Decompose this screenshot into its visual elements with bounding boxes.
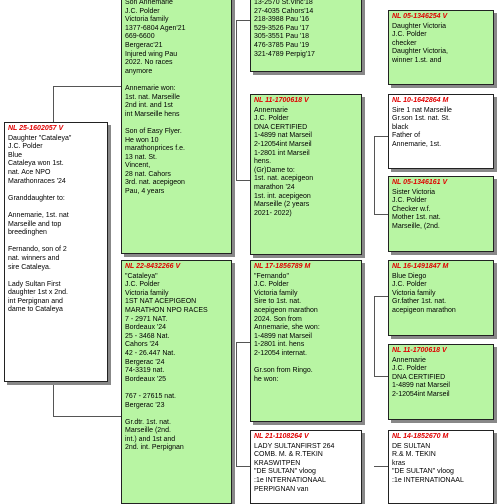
pedigree-card-gen4-1 [388,10,494,85]
ring-number: NL 11-1700618 V [392,347,447,354]
pedigree-line: :1e INTERNATIONAAL [392,476,464,484]
pedigree-line: "Cataleya" [125,272,158,280]
pedigree-line: 27-4035 Cahors'14 [254,7,314,15]
pedigree-line: DNA CERTIFIED [254,123,308,131]
pedigree-line: 25 - 3468 Nat. [125,332,170,340]
pedigree-line: 2021- 2022) [254,209,292,217]
pedigree-line: Son of Easy Flyer. [125,127,182,135]
pedigree-line: Victoria family [125,289,169,297]
connector-line [374,296,375,376]
pedigree-line: 2-12054int Marseil [392,390,450,398]
pedigree-line: 2-12054 internat. [254,349,307,357]
pedigree-line: int Perpignan and [8,297,63,305]
pedigree-line: 1-4899 nat Marseil [392,382,450,390]
pedigree-card-dam [121,260,232,504]
pedigree-line: "Fernando" [254,272,289,280]
pedigree-line: Daughter Victoria, [392,48,448,56]
pedigree-line: he won: [254,375,279,383]
pedigree-line: J.C. Polder [392,365,427,373]
pedigree-line: 767 - 27615 nat. [125,392,176,400]
pedigree-line: Gr.son from Ringo. [254,367,313,375]
pedigree-line: 2nd int. and 1st [125,102,173,110]
pedigree-line: J.C. Polder [392,31,427,39]
pedigree-card-gen4-3 [388,176,494,252]
pedigree-line [125,384,228,393]
pedigree-line: Daughter "Cataleya" [8,134,72,142]
pedigree-line: J.C. Polder [8,143,43,151]
connector-line [236,342,250,343]
pedigree-line: DNA CERTIFIED [392,373,446,381]
pedigree-line: Cahors '24 [125,341,159,349]
pedigree-line: J.C. Polder [125,7,160,15]
pedigree-line: Father of [392,132,421,140]
pedigree-line: Victoria family [392,289,436,297]
pedigree-card-sire [121,0,232,254]
pedigree-line: nat. Ace NPO [8,168,51,176]
pedigree-line: "DE SULTAN" vloog [254,468,316,476]
pedigree-line: 1377-6804 Agen'21 [125,24,186,32]
pedigree-line: 305-3551 Pau '18 [254,33,310,41]
pedigree-line [8,186,104,195]
pedigree-line: dame to Cataleya [8,306,63,314]
pedigree-line: Annemarie [254,106,288,114]
connector-line [236,466,250,467]
pedigree-card-gen3-3 [250,260,362,422]
pedigree-line: checker [392,39,417,47]
pedigree-card-gen4-2 [388,94,494,169]
connector-line [236,20,237,180]
pedigree-line: Bergerac '24 [125,358,165,366]
pedigree-line: 1st. nat. acepigeon [254,175,314,183]
pedigree-line: He won 10 [125,136,159,144]
ring-number: NL 21-1108264 V [254,433,309,440]
pedigree-line: :1e INTERNATIONAAL [254,476,326,484]
pedigree-line: Bordeaux '25 [125,375,167,383]
pedigree-line [125,410,228,419]
connector-line [53,416,121,417]
pedigree-line: 669-6600 [125,33,155,41]
pedigree-line: 1-2801 int Marseil [254,149,310,157]
pedigree-line: Injured wing Pau [125,50,178,58]
pedigree-line: 476-3785 Pau '19 [254,41,310,49]
pedigree-line [254,359,358,368]
pedigree-line: Marseille, (2nd. [392,222,440,230]
ring-number: NL 25-1602057 V [8,125,64,132]
pedigree-line: Son Annemarie [125,0,173,6]
pedigree-line: int Marseille hens [125,110,180,118]
pedigree-line: Sire to 1st. nat. [254,298,302,306]
pedigree-line: Annemarie [392,356,426,364]
pedigree-line: Annemarie won: [125,84,176,92]
pedigree-line: hens. [254,158,272,166]
connector-line [374,296,388,297]
connector-line [374,136,375,214]
pedigree-line: DE SULTAN [392,442,431,450]
pedigree-line: J.C. Polder [254,115,289,123]
pedigree-line: Annemarie, 1st. [392,140,442,148]
pedigree-line: Annemarie, she won: [254,324,320,332]
connector-line [236,20,250,21]
connector-line [53,86,121,87]
ring-number: NL 11-1700618 V [254,97,309,104]
pedigree-line: Gr.dtr. 1st. nat. [125,418,171,426]
pedigree-line: 2022. No races [125,59,173,67]
pedigree-line: Checker w.f. [392,205,431,213]
pedigree-line: Blue [8,151,23,159]
pedigree-line: 1st. nat. Marseille [125,93,180,101]
pedigree-line: marathon '24 [254,183,295,191]
connector-line [374,214,388,215]
pedigree-line: acepigeon marathon [392,306,456,314]
pedigree-line: 74-3319 nat. [125,367,165,375]
pedigree-line: J.C. Polder [254,281,289,289]
pedigree-line: 1-4899 nat Marseil [254,332,312,340]
pedigree-line: 218-3988 Pau '16 [254,16,310,24]
pedigree-line [8,272,104,281]
pedigree-line: 529-3526 Pau '17 [254,24,310,32]
pedigree-line [8,238,104,247]
pedigree-line: Fernando, son of 2 [8,246,67,254]
pedigree-line: Gr.son 1st. nat. St. [392,115,450,123]
pedigree-line: (Gr)Dame to: [254,166,295,174]
pedigree-card-gen3-2 [250,94,362,255]
pedigree-line: black [392,123,409,131]
pedigree-line: 28 nat. Cahors [125,170,171,178]
pedigree-line: Sister Victoria [392,188,436,196]
pedigree-line [125,119,228,128]
ring-number: NL 14-1852670 M [392,433,449,440]
pedigree-line: Gr.father 1st. nat. [392,298,447,306]
pedigree-line: J.C. Polder [392,197,427,205]
pedigree-line: Annemarie, 1st. nat [8,211,69,219]
pedigree-line: Bordeaux '24 [125,324,167,332]
pedigree-line: 13 nat. St. [125,153,157,161]
pedigree-line: 2-12054int Marseil [254,140,312,148]
pedigree-card-gen4-5 [388,344,494,420]
pedigree-line: Cataleya won 1st. [8,160,64,168]
pedigree-line: Marathonraces '24 [8,177,66,185]
pedigree-line: LADY SULTANFIRST 264 [254,442,335,450]
pedigree-line: Granddaughter to: [8,194,65,202]
pedigree-line: marathonprices f.e. [125,145,185,153]
pedigree-line: COMB. M. & R.TEKIN [254,451,323,459]
pedigree-line: 2nd. int. Perpignan [125,444,184,452]
pedigree-line: Bergerac'21 [125,41,163,49]
pedigree-line: 42 - 26.447 Nat. [125,349,176,357]
connector-line [374,136,388,137]
pedigree-line: acepigeon marathon [254,306,318,314]
pedigree-card-gen3-4 [250,430,362,504]
pedigree-line: 7 - 2971 NAT. [125,315,168,323]
pedigree-line: 1ST NAT ACEPIGEON [125,298,197,306]
pedigree-line: nat. winners and [8,254,60,262]
ring-number: NL 10-1642864 M [392,97,449,104]
pedigree-line: KRASWITPEN [254,459,301,467]
pedigree-line [8,203,104,212]
connector-line [374,466,388,467]
pedigree-line: Blue Diego [392,272,427,280]
pedigree-line: Marseille and top [8,220,62,228]
pedigree-line: int.) and 1st and [125,435,176,443]
pedigree-line: 321-4789 Perpig'17 [254,50,315,58]
pedigree-line: "DE SULTAN" vloog [392,468,454,476]
pedigree-line: Marseille (2 years [254,201,310,209]
connector-line [236,342,237,466]
pedigree-line: J.C. Polder [125,281,160,289]
pedigree-line: anymore [125,67,153,75]
pedigree-card-gen4-6 [388,430,494,504]
ring-number: NL 22-8432266 V [125,263,181,270]
pedigree-line: MARATHON NPO RACES [125,306,208,314]
pedigree-line: Daughter Victoria [392,22,446,30]
pedigree-line: Bergerac '23 [125,401,165,409]
connector-line [236,180,250,181]
pedigree-line: daughter 1st x 2nd. [8,289,68,297]
pedigree-line: Victoria family [125,16,169,24]
pedigree-line: 2024. Son from [254,315,302,323]
pedigree-card-gen3-1 [250,0,362,72]
pedigree-line: sire Cataleya. [8,263,51,271]
pedigree-line: 1-4899 nat Marseil [254,132,312,140]
pedigree-line: Marseille (2nd. [125,427,171,435]
ring-number: NL 05-1346254 V [392,13,448,20]
ring-number: NL 17-1856789 M [254,263,311,270]
pedigree-line: 3rd. nat. acepigeon [125,179,185,187]
pedigree-line: Lady Sultan First [8,280,61,288]
pedigree-line: PERPIGNAN van [254,485,309,493]
pedigree-line: Vincent, [125,162,151,170]
ring-number: NL 16-1491847 M [392,263,449,270]
pedigree-line: 13-2570 St.Vinc'18 [254,0,313,6]
pedigree-card-gen4-4 [388,260,494,336]
pedigree-line: breedinghen [8,229,47,237]
pedigree-line: winner 1.st. and [392,56,442,64]
pedigree-line: Victoria family [254,289,298,297]
pedigree-line: R.& M. TEKIN [392,451,436,459]
pedigree-line: 1-2801 int. hens [254,341,305,349]
connector-line [374,376,388,377]
ring-number: NL 05-1346161 V [392,179,448,186]
pedigree-line: Pau, 4 years [125,188,165,196]
pedigree-card-subject [4,122,108,382]
pedigree-line [125,76,228,85]
pedigree-line: Sire 1 nat Marseille [392,106,452,114]
pedigree-line: 1st. int. acepigeon [254,192,311,200]
pedigree-line: Mother 1st. nat. [392,214,441,222]
pedigree-line: J.C. Polder [392,281,427,289]
pedigree-line: kras [392,459,406,467]
